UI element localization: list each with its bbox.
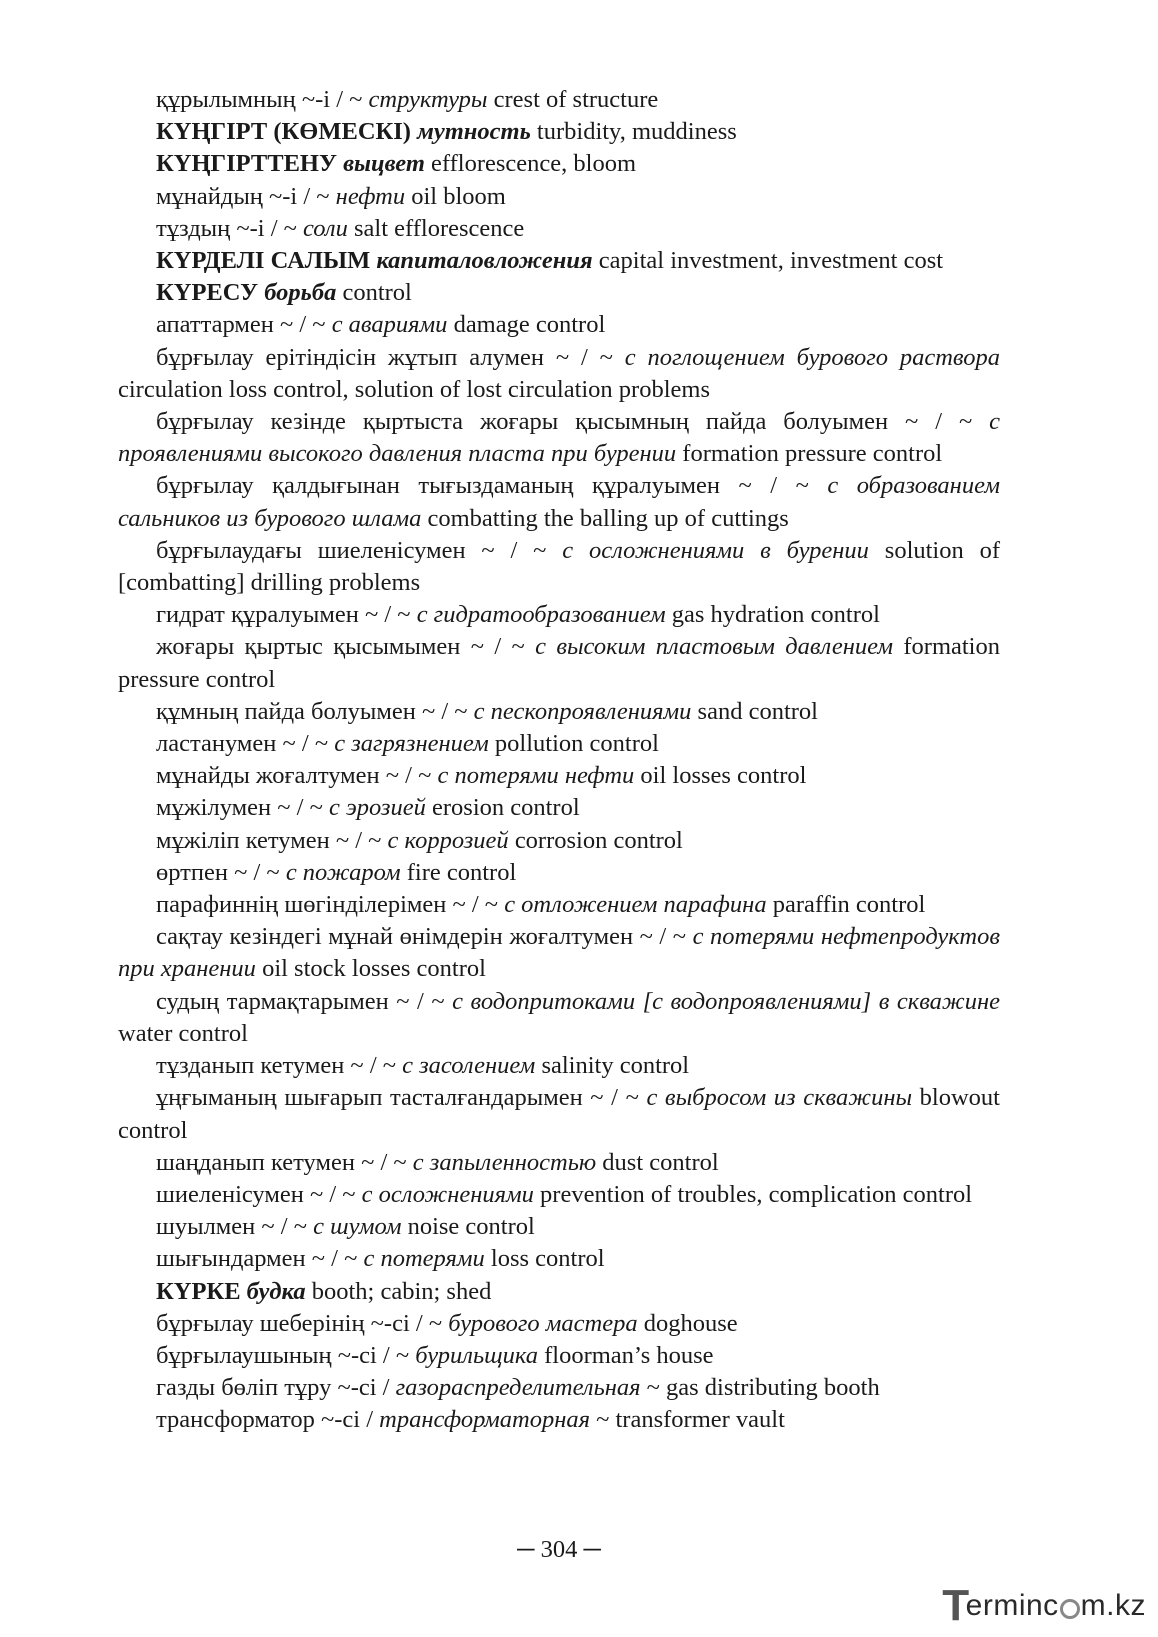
term-kz: жоғары қыртыс қысымымен ~ / ~ <box>156 633 536 661</box>
sub-entry <box>118 986 1000 1050</box>
term-kz: гидрат құралуымен ~ / ~ <box>156 601 417 629</box>
term-ru: с потерями <box>363 1245 485 1273</box>
sub-entry <box>118 825 1000 857</box>
sub-entry <box>118 599 1000 631</box>
sub-entry <box>118 309 1000 341</box>
term-ru: выцвет <box>343 150 425 178</box>
term-ru: с проявлениями высокого давления пласта при бурении <box>118 408 1000 468</box>
term-en: ~ gas distributing booth <box>640 1374 880 1402</box>
term-en: pollution control <box>488 730 659 758</box>
sub-entry <box>118 1243 1000 1275</box>
term-en: control <box>336 279 412 307</box>
term-ru: нефти <box>335 182 406 210</box>
sub-entry <box>118 406 1000 470</box>
sub-entry <box>118 535 1000 599</box>
term-ru: с загрязнением <box>334 730 489 758</box>
term-kz: трансформатор ~-сі / <box>156 1406 380 1434</box>
sub-entry <box>118 1211 1000 1243</box>
term-en: water control <box>118 1019 248 1047</box>
page-number: ─ 304 ─ <box>517 1536 601 1563</box>
term-kz: мұнайдың ~-і / ~ <box>156 182 336 210</box>
term-en: salt efflorescence <box>347 214 525 242</box>
term-en: ~ transformer vault <box>590 1406 785 1434</box>
term-en: erosion control <box>425 794 580 822</box>
term-ru: с запыленностью <box>412 1148 597 1176</box>
term-kz: газды бөліп тұру ~-сі / <box>156 1374 396 1402</box>
term-kz: тұзданып кетумен ~ / ~ <box>156 1052 403 1080</box>
term-en: oil losses control <box>634 762 807 790</box>
term-kz: сақтау кезіндегі мұнай өнімдерін жоғалтумен ~ / ~ <box>156 923 693 951</box>
sub-entry <box>118 760 1000 792</box>
term-ru: с засолением <box>402 1052 536 1080</box>
term-ru: с шумом <box>313 1213 402 1241</box>
term-en: damage control <box>447 311 606 339</box>
sub-entry <box>118 1340 1000 1372</box>
term-ru: мутность <box>417 118 531 146</box>
headword-entry <box>118 116 1000 148</box>
term-kz: бұрғылау кезінде қыртыста жоғары қысымның пайда болуымен ~ / ~ <box>156 408 990 436</box>
dictionary-entries <box>118 84 1000 1437</box>
sub-entry <box>118 1404 1000 1436</box>
term-en: booth; cabin; shed <box>305 1277 492 1305</box>
term-kz: мұжілумен ~ / ~ <box>156 794 329 822</box>
sub-entry <box>118 1082 1000 1146</box>
term-kz: тұздың ~-і / ~ <box>156 214 304 242</box>
term-ru: капиталовложения <box>376 247 593 275</box>
term-ru: с образованием сальников из бурового шлама <box>118 472 1000 532</box>
term-en: floorman’s house <box>537 1341 714 1369</box>
term-ru: с поглощением бурового раствора <box>624 343 1000 371</box>
sub-entry <box>118 1308 1000 1340</box>
term-ru: с водопритоками [с водопроявлениями] в скважине <box>452 987 1000 1015</box>
term-kz: шиеленісумен ~ / ~ <box>156 1180 362 1208</box>
term-ru: соли <box>303 214 348 242</box>
term-en: sand control <box>691 697 818 725</box>
sub-entry <box>118 889 1000 921</box>
term-kz: құмның пайда болуымен ~ / ~ <box>156 697 474 725</box>
term-en: salinity control <box>535 1052 690 1080</box>
term-kz: құрылымның ~-і / ~ <box>156 86 369 113</box>
term-ru: с гидратообразованием <box>416 601 666 629</box>
term-kz: судың тармақтарымен ~ / ~ <box>156 987 453 1015</box>
term-en: turbidity, muddiness <box>530 118 737 146</box>
term-ru: с осложнениями в бурении <box>562 536 869 564</box>
term-ru: с высоким пластовым давлением <box>535 633 894 661</box>
term-en: efflorescence, bloom <box>424 150 637 178</box>
term-ru: бурового мастера <box>448 1309 638 1337</box>
term-en: oil bloom <box>405 182 506 210</box>
term-ru: с выбросом из скважины <box>646 1084 913 1112</box>
term-ru: газораспределительная <box>395 1374 641 1402</box>
term-ru: с осложнениями <box>361 1180 534 1208</box>
term-kz: бұрғылау ерітіндісін жұтып алумен ~ / ~ <box>156 343 625 371</box>
sub-entry <box>118 342 1000 406</box>
sub-entry <box>118 84 1000 116</box>
sub-entry <box>118 857 1000 889</box>
term-en: solution of [combatting] drilling problems <box>118 536 1000 597</box>
term-kz: мұжіліп кетумен ~ / ~ <box>156 826 388 854</box>
sub-entry <box>118 631 1000 695</box>
term-en: blowout control <box>118 1084 1000 1144</box>
headword-entry <box>118 1276 1000 1308</box>
watermark-text-a: ermin <box>965 1589 1044 1622</box>
term-en: circulation loss control, solution of lost circulation problems <box>118 375 710 403</box>
term-kz: өртпен ~ / ~ <box>156 858 286 886</box>
headword-kz: КҮРКЕ <box>156 1277 247 1305</box>
headword-kz: КҮРЕСУ <box>156 279 265 307</box>
term-kz: бұрғылау қалдығынан тығыздаманың құралуымен ~ / ~ <box>156 472 828 500</box>
term-ru: с авариями <box>331 311 448 339</box>
term-ru: трансформаторная <box>379 1406 590 1434</box>
term-ru: борьба <box>264 279 337 307</box>
term-ru: с потерями нефти <box>437 762 635 790</box>
term-ru: будка <box>246 1277 306 1305</box>
termincom-watermark-logo <box>942 1583 1146 1629</box>
term-kz: шығындармен ~ / ~ <box>156 1245 364 1273</box>
sub-entry <box>118 696 1000 728</box>
magnifier-icon <box>1060 1599 1080 1619</box>
term-en: noise control <box>401 1213 535 1241</box>
term-kz: бұрғылау шеберінің ~-сі / ~ <box>156 1309 449 1337</box>
sub-entry <box>118 1372 1000 1404</box>
term-ru: с пожаром <box>285 858 401 886</box>
term-en: paraffin control <box>766 891 926 919</box>
term-en: gas hydration control <box>665 601 880 629</box>
term-kz: ластанумен ~ / ~ <box>156 730 335 758</box>
term-en: loss control <box>484 1245 605 1273</box>
term-en: combatting the balling up of cuttings <box>421 504 789 532</box>
sub-entry <box>118 213 1000 245</box>
term-ru: бурильщика <box>415 1341 538 1369</box>
term-kz: шуылмен ~ / ~ <box>156 1213 314 1241</box>
term-kz: бұрғылаудағы шиеленісумен ~ / ~ <box>156 536 563 564</box>
headword-kz: КҮҢГІРТТЕНУ <box>156 150 344 178</box>
term-en: capital investment, investment cost <box>592 247 944 275</box>
sub-entry <box>118 181 1000 213</box>
term-ru: с пескопроявлениями <box>473 697 692 725</box>
sub-entry <box>118 728 1000 760</box>
term-kz: мұнайды жоғалтумен ~ / ~ <box>156 762 438 790</box>
term-en: prevention of troubles, complication control <box>533 1180 973 1208</box>
term-en: formation pressure control <box>676 440 943 468</box>
watermark-letter-t: T <box>942 1581 970 1630</box>
watermark-text-b: c <box>1043 1589 1059 1622</box>
term-en: corrosion control <box>508 826 683 854</box>
headword-entry <box>118 148 1000 180</box>
sub-entry <box>118 1179 1000 1211</box>
term-en: fire control <box>400 858 517 886</box>
term-en: crest of structure <box>487 86 659 113</box>
headword-entry <box>118 245 1000 277</box>
term-ru: с отложением парафина <box>504 891 767 919</box>
term-kz: парафиннің шөгінділерімен ~ / ~ <box>156 891 505 919</box>
term-en: doghouse <box>637 1309 738 1337</box>
term-ru: с потерями нефтепродуктов при хранении <box>118 923 1000 983</box>
term-en: dust control <box>596 1148 719 1176</box>
term-ru: с эрозией <box>328 794 426 822</box>
term-kz: бұрғылаушының ~-сі / ~ <box>156 1341 416 1369</box>
term-en: oil stock losses control <box>255 955 486 983</box>
sub-entry <box>118 921 1000 985</box>
term-kz: апаттармен ~ / ~ <box>156 311 332 339</box>
sub-entry <box>118 470 1000 534</box>
sub-entry <box>118 1147 1000 1179</box>
term-kz: шаңданып кетумен ~ / ~ <box>156 1148 413 1176</box>
headword-entry <box>118 277 1000 309</box>
term-en: formation pressure control <box>118 633 1000 693</box>
headword-kz: КҮРДЕЛІ САЛЫМ <box>156 247 377 275</box>
sub-entry <box>118 1050 1000 1082</box>
term-ru: структуры <box>368 86 488 113</box>
term-kz: ұңғыманың шығарып тасталғандарымен ~ / ~ <box>156 1084 647 1112</box>
watermark-text-c: m.kz <box>1080 1589 1146 1622</box>
sub-entry <box>118 792 1000 824</box>
term-ru: с коррозией <box>387 826 509 854</box>
headword-kz: КҮҢГІРТ (КӨМЕСКІ) <box>156 118 418 146</box>
